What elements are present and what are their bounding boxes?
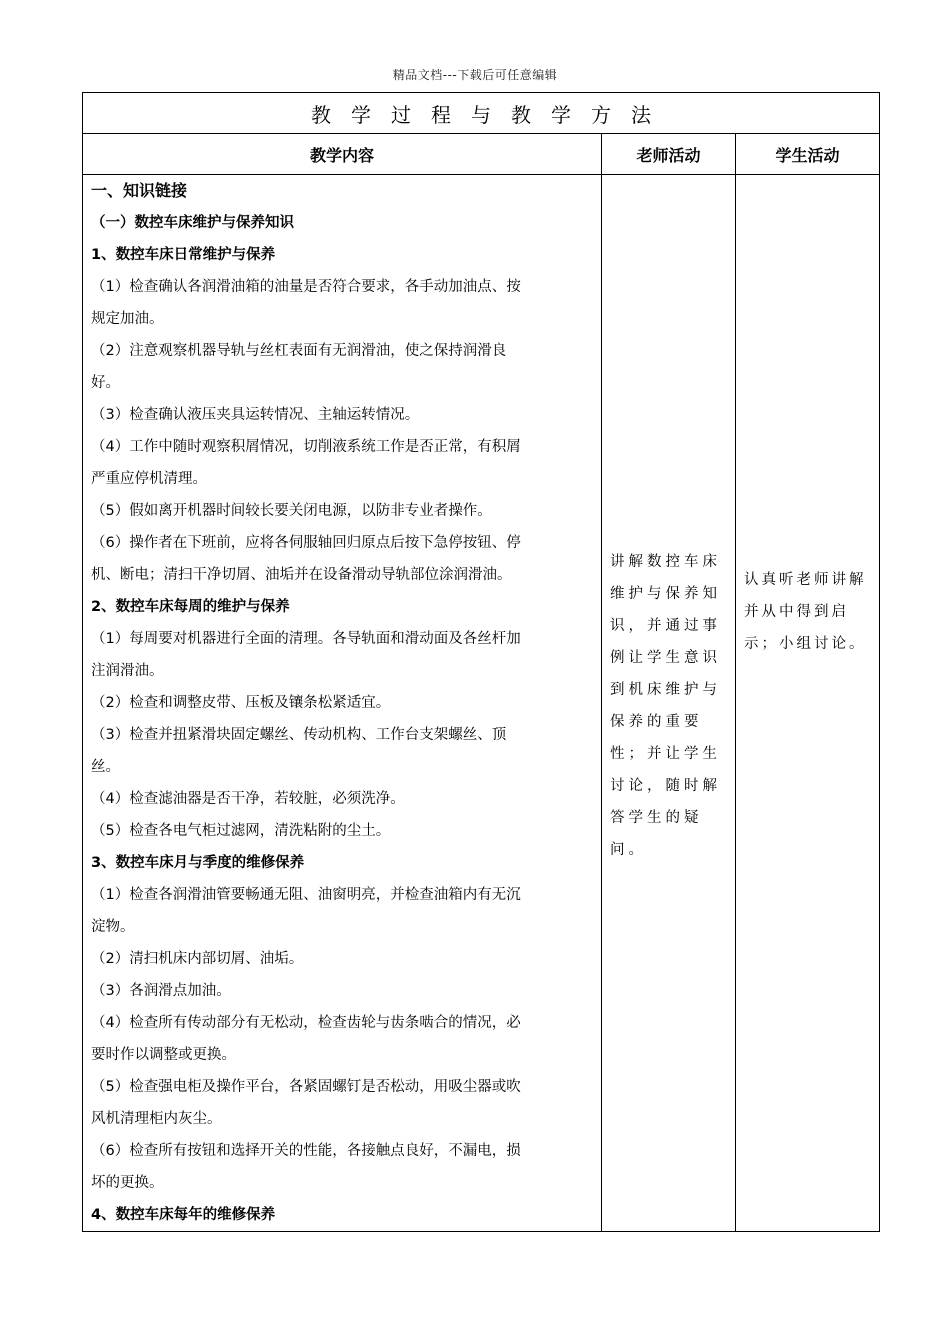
content-line: 注润滑油。: [91, 663, 164, 679]
teacher-activity-line: 保养的重要: [610, 714, 703, 730]
teacher-activity-line: 到机床维护与: [610, 682, 721, 698]
student-activity-line: 并从中得到启: [744, 604, 849, 620]
content-cell: [83, 175, 602, 1232]
content-line: （3）检查确认液压夹具运转情况、主轴运转情况。: [91, 407, 420, 423]
content-line: 好。: [91, 375, 120, 391]
content-line: （1）每周要对机器进行全面的清理。各导轨面和滑动面及各丝杆加: [91, 631, 521, 647]
content-heading: 3、数控车床月与季度的维修保养: [91, 855, 305, 871]
content-heading: 4、数控车床每年的维修保养: [91, 1207, 276, 1223]
column-header-student: 学生活动: [736, 134, 880, 175]
content-line: （6）检查所有按钮和选择开关的性能，各接触点良好，不漏电，损: [91, 1143, 521, 1159]
content-line: 机、断电；清扫干净切屑、油垢并在设备滑动导轨部位涂润滑油。: [91, 567, 512, 583]
content-line: （3）检查并扭紧滑块固定螺丝、传动机构、工作台支架螺丝、顶: [91, 727, 507, 743]
teacher-activity-cell: [602, 175, 736, 1232]
content-line: 规定加油。: [91, 311, 164, 327]
teacher-activity-line: 讲解数控车床: [610, 554, 721, 570]
content-line: （2）清扫机床内部切屑、油垢。: [91, 951, 304, 967]
column-header-content: 教学内容: [83, 134, 602, 175]
content-heading: （一）数控车床维护与保养知识: [91, 215, 294, 231]
content-heading: 1、数控车床日常维护与保养: [91, 247, 276, 263]
content-line: 要时作以调整或更换。: [91, 1047, 236, 1063]
content-heading: 2、数控车床每周的维护与保养: [91, 599, 290, 615]
content-line: 严重应停机清理。: [91, 471, 207, 487]
teacher-activity-line: 识，并通过事: [610, 618, 721, 634]
content-line: （2）注意观察机器导轨与丝杠表面有无润滑油，使之保持润滑良: [91, 343, 507, 359]
content-line: （1）检查确认各润滑油箱的油量是否符合要求，各手动加油点、按: [91, 279, 521, 295]
teacher-activity-line: 讨论，随时解: [610, 778, 721, 794]
content-line: 丝。: [91, 759, 120, 775]
content-lines: [91, 175, 595, 1231]
content-line: （4）检查滤油器是否干净，若较脏，必须洗净。: [91, 791, 405, 807]
content-line: （5）假如离开机器时间较长要关闭电源，以防非专业者操作。: [91, 503, 492, 519]
content-line: （3）各润滑点加油。: [91, 983, 231, 999]
lesson-table: [82, 92, 880, 1232]
content-heading: 一、知识链接: [91, 181, 188, 200]
teacher-activity-line: 例让学生意识: [610, 650, 721, 666]
content-line: （1）检查各润滑油管要畅通无阻、油窗明亮，并检查油箱内有无沉: [91, 887, 521, 903]
content-line: 坏的更换。: [91, 1175, 164, 1191]
teacher-activity-line: 维护与保养知: [610, 586, 721, 602]
student-activity-text: [744, 564, 873, 660]
teacher-activity-text: [610, 546, 729, 866]
student-activity-line: 示；小组讨论。: [744, 636, 867, 652]
content-line: （5）检查各电气柜过滤网，清洗粘附的尘土。: [91, 823, 391, 839]
content-line: （4）检查所有传动部分有无松动，检查齿轮与齿条啮合的情况，必: [91, 1015, 521, 1031]
column-header-teacher: 老师活动: [602, 134, 736, 175]
content-line: （5）检查强电柜及操作平台，各紧固螺钉是否松动，用吸尘器或吹: [91, 1079, 521, 1095]
student-activity-line: 认真听老师讲解: [744, 572, 867, 588]
table-title: 教学过程与教学方法: [83, 93, 880, 134]
teacher-activity-line: 性；并让学生: [610, 746, 721, 762]
content-line: （6）操作者在下班前，应将各伺服轴回归原点后按下急停按钮、停: [91, 535, 521, 551]
teacher-activity-line: 问。: [610, 842, 647, 858]
content-line: 淀物。: [91, 919, 135, 935]
content-line: （4）工作中随时观察积屑情况，切削液系统工作是否正常，有积屑: [91, 439, 521, 455]
page-header-note: 精品文档---下载后可任意编辑: [392, 68, 558, 82]
content-line: （2）检查和调整皮带、压板及镶条松紧适宜。: [91, 695, 391, 711]
content-line: 风机清理柜内灰尘。: [91, 1111, 222, 1127]
teacher-activity-line: 答学生的疑: [610, 810, 703, 826]
student-activity-cell: [736, 175, 880, 1232]
